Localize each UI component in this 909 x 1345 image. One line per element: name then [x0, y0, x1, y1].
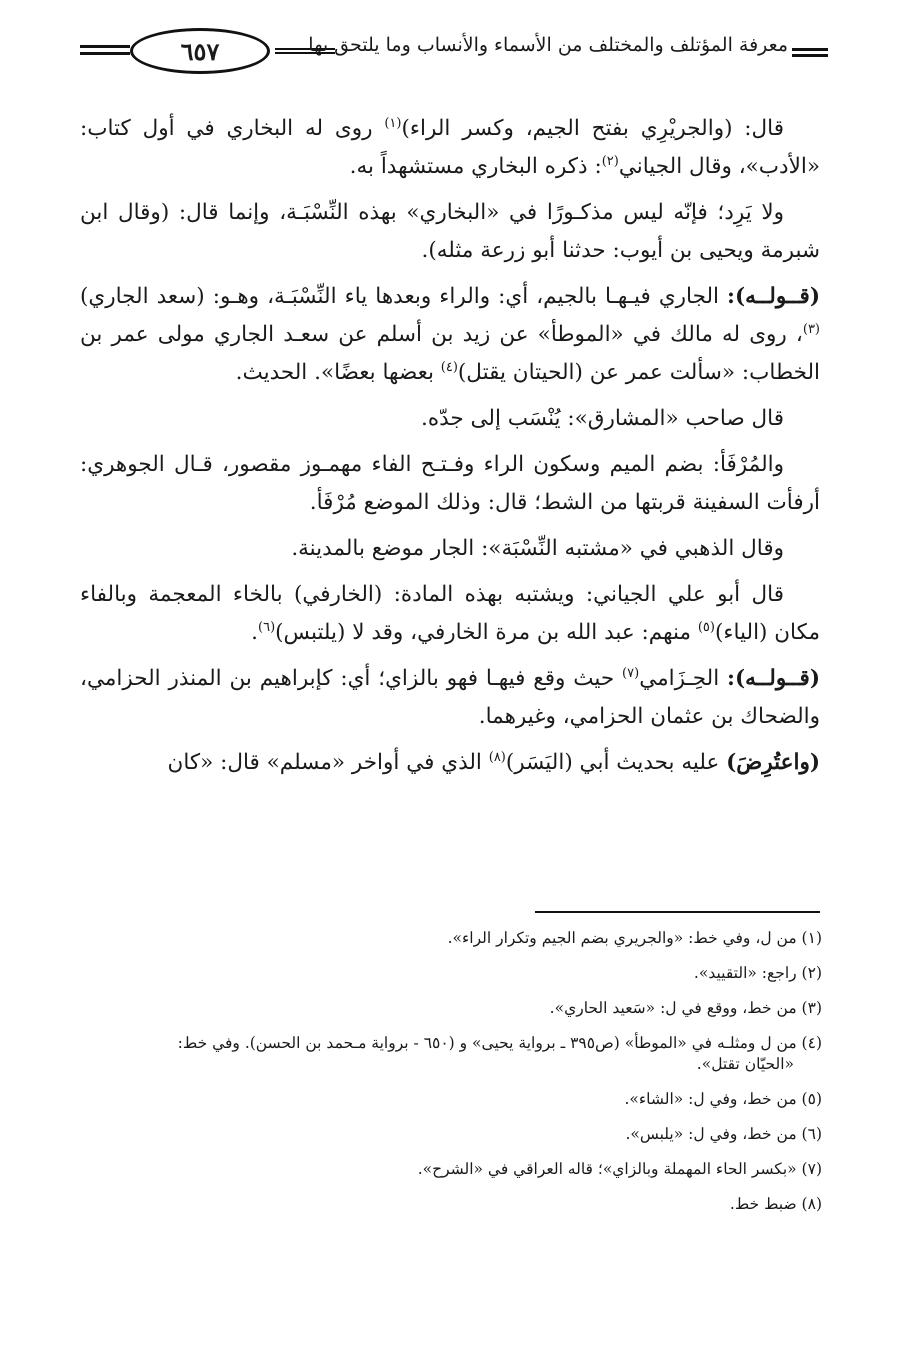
- footnote: (٢) راجع: «التقييد».: [693, 964, 822, 982]
- header-rule-right: [792, 48, 828, 51]
- paragraph: [80, 110, 820, 186]
- text-run: حيث وقع فيهـا فهو بالزاي؛ أي: كإبراهيم بن المنذر الحزامي، والضحاك بن عثمان الحزامي، وغيرهما.: [80, 666, 820, 729]
- text-run: بعضها بعضًا». الحديث.: [235, 360, 441, 385]
- paragraph: [80, 278, 820, 392]
- footnote-ref: (٧): [622, 665, 640, 681]
- page-number: ٦٥٧: [180, 36, 220, 66]
- footnote: (٧) «بكسر الحاء المهملة وبالزاي»؛ قاله العراقي في «الشرح».: [417, 1160, 822, 1178]
- footnote-separator: [535, 911, 820, 913]
- header-rule-left: [80, 52, 130, 55]
- commentary-lead: (قــولــه):: [727, 284, 820, 309]
- footnote: (٤) من ل ومثلـه في «الموطأ» (ص٣٩٥ ـ برواية يحيى» و (٦٥٠ - برواية مـحمد بن الحسن). وفي خط:: [177, 1034, 822, 1052]
- commentary-lead: (قــولــه):: [727, 666, 820, 691]
- commentary-lead: (واعتُرِضَ): [726, 750, 820, 775]
- footnote: (٣) من خط، ووقع في ل: «سَعيد الحاري».: [549, 999, 822, 1017]
- paragraph: [80, 744, 820, 782]
- text-run: منهم: عبد الله بن مرة الخارفي، وقد لا (يلتبس): [275, 620, 698, 645]
- footnote-ref: (٥): [697, 619, 715, 635]
- footnote-ref: (٣): [802, 321, 820, 337]
- text-run: عليه بحديث أبي (اليَسَر): [505, 750, 727, 775]
- footnote: (٥) من خط، وفي ل: «الشاء».: [624, 1090, 822, 1108]
- footnotes: [80, 928, 822, 1229]
- text-run: روى له البخاري في أول كتاب: «الأدب»، وقال الجياني: [80, 116, 820, 179]
- header-rule-right: [792, 54, 828, 57]
- footnote-ref: (٢): [601, 153, 619, 169]
- footnote-ref: (٤): [440, 359, 458, 375]
- text-run: .: [251, 620, 259, 645]
- text-run: ، روى له مالك في «الموطأ» عن زيد بن أسلم عن سعـد الجاري مولى عمر بن الخطاب: «سألت عمر عن (الحيتان يقتل): [80, 322, 820, 385]
- page-number-oval: [130, 28, 270, 74]
- main-text: [80, 110, 820, 790]
- paragraph: [80, 576, 820, 652]
- text-run: : ذكره البخاري مستشهداً به.: [349, 154, 602, 179]
- text-run: الجاري فيـهـا بالجيم، أي: والراء وبعدها ياء النِّسْبَـة، وهـو: (سعد الجاري): [80, 284, 728, 309]
- footnote: (٨) ضبط خط.: [729, 1195, 822, 1213]
- footnote-ref: (٨): [488, 749, 506, 765]
- paragraph: وقال الذهبي في «مشتبه النِّسْبَة»: الجار موضع بالمدينة.: [291, 536, 784, 561]
- paragraph: قال صاحب «المشارق»: يُنْسَب إلى جدّه.: [420, 406, 784, 431]
- footnote-ref: (٦): [258, 619, 276, 635]
- header-rule-left: [80, 45, 130, 48]
- footnote-continuation: «الحيّان تقتل».: [696, 1055, 794, 1073]
- running-title: معرفة المؤتلف والمختلف من الأسماء والأنساب وما يلتحق بها: [308, 34, 788, 56]
- footnote-ref: (١): [384, 115, 402, 131]
- footnote: (١) من ل، وفي خط: «والجريري بضم الجيم وتكرار الراء».: [447, 929, 822, 947]
- paragraph: [80, 660, 820, 736]
- page-header: [80, 26, 830, 78]
- text-run: قال أبو علي الجياني: ويشتبه بهذه المادة: (الخارفي) بالخاء المعجمة وبالفاء مكان (الياء): [80, 582, 820, 645]
- paragraph: ولا يَرِد؛ فإنّه ليس مذكـورًا في «البخاري» بهذه النِّسْبَـة، وإنما قال: (وقال ابن شبرمة ويحيى بن أيوب: حدثنا أبو زرعة مثله).: [80, 200, 820, 263]
- text-run: الحِـزَامي: [639, 666, 728, 691]
- text-run: قال: (والجريْرِي بفتح الجيم، وكسر الراء): [401, 116, 784, 141]
- text-run: الذي في أواخر «مسلم» قال: «كان: [167, 750, 489, 775]
- footnote: (٦) من خط، وفي ل: «يلبس».: [625, 1125, 822, 1143]
- paragraph: والمُرْفَأ: بضم الميم وسكون الراء وفـتـح الفاء مهمـوز مقصور، قـال الجوهري: أرفأت السفينة قربتها من الشط؛ قال: وذلك الموضع مُرْفَأ.: [80, 452, 820, 515]
